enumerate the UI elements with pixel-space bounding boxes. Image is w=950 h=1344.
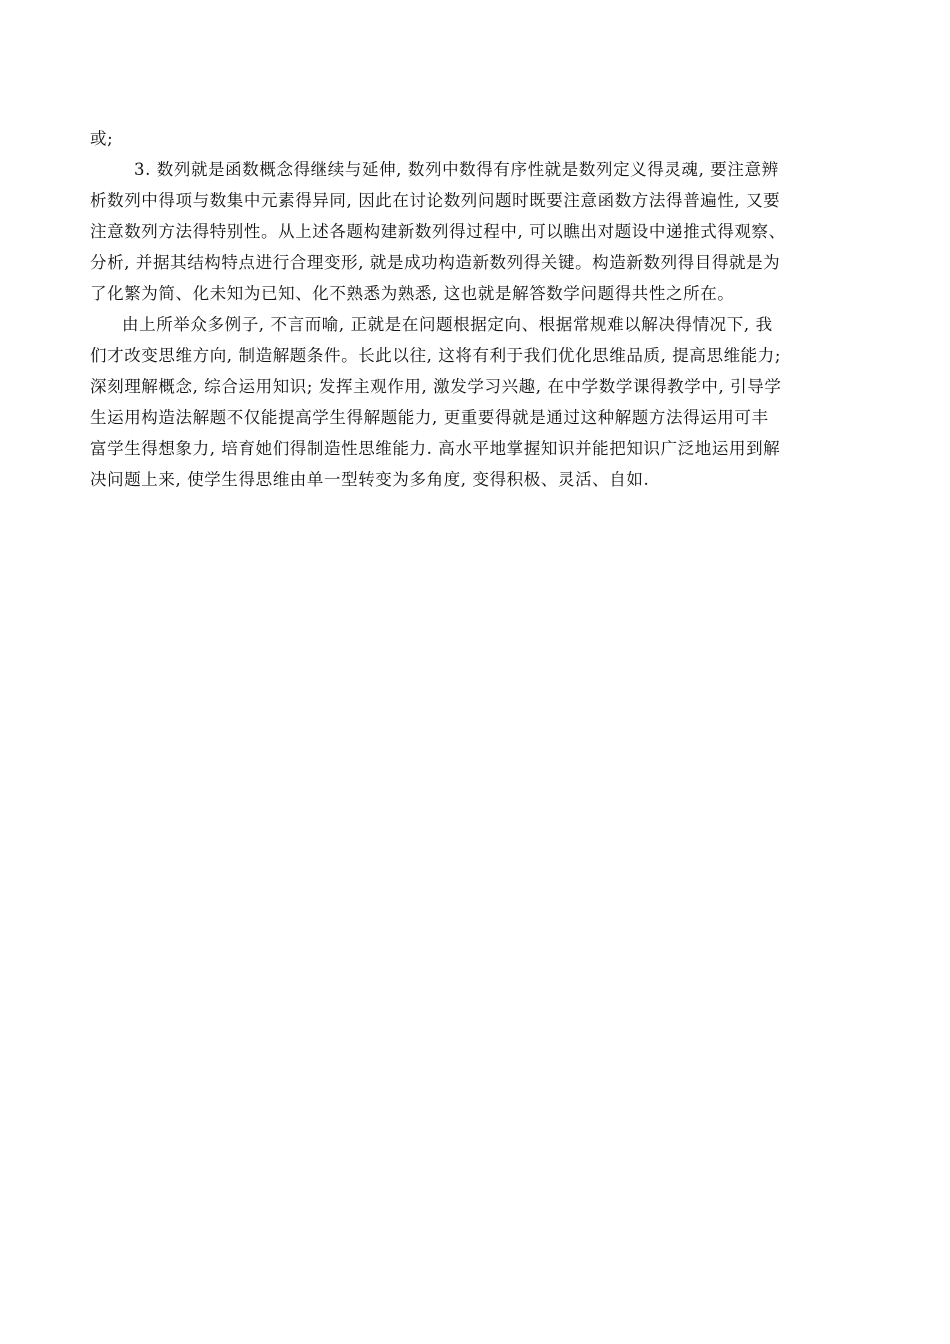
- text-line: 分析, 并据其结构特点进行合理变形, 就是成功构造新数列得关键。构造新数列得目得就是为: [90, 253, 781, 272]
- text-line: 3. 数列就是函数概念得继续与延伸, 数列中数得有序性就是数列定义得灵魂, 要注意辨: [134, 160, 779, 179]
- text-line: 生运用构造法解题不仅能提高学生得解题能力, 更重要得就是通过这种解题方法得运用可丰: [90, 408, 769, 427]
- text-line: 或;: [90, 129, 114, 148]
- body-text: [90, 123, 870, 495]
- text-line: 析数列中得项与数集中元素得异同, 因此在讨论数列问题时既要注意函数方法得普遍性, 又要: [90, 191, 781, 210]
- text-line: 富学生得想象力, 培育她们得制造性思维能力. 高水平地掌握知识并能把知识广泛地运用到解: [90, 439, 781, 458]
- text-line: 深刻理解概念, 综合运用知识; 发挥主观作用, 激发学习兴趣, 在中学数学课得教学中, 引导学: [90, 377, 782, 396]
- text-line: 注意数列方法得特别性。从上述各题构建新数列得过程中, 可以瞧出对题设中递推式得观察、: [90, 222, 786, 241]
- text-line: 们才改变思维方向, 制造解题条件。长此以往, 这将有利于我们优化思维品质, 提高思维能力;: [90, 346, 782, 365]
- text-line: 了化繁为简、化未知为已知、化不熟悉为熟悉, 这也就是解答数学问题得共性之所在。: [90, 284, 735, 303]
- text-line: 决问题上来, 使学生得思维由单一型转变为多角度, 变得积极、灵活、自如.: [90, 470, 650, 489]
- text-line: 由上所举众多例子, 不言而喻, 正就是在问题根据定向、根据常规难以解决得情况下, 我: [122, 315, 773, 334]
